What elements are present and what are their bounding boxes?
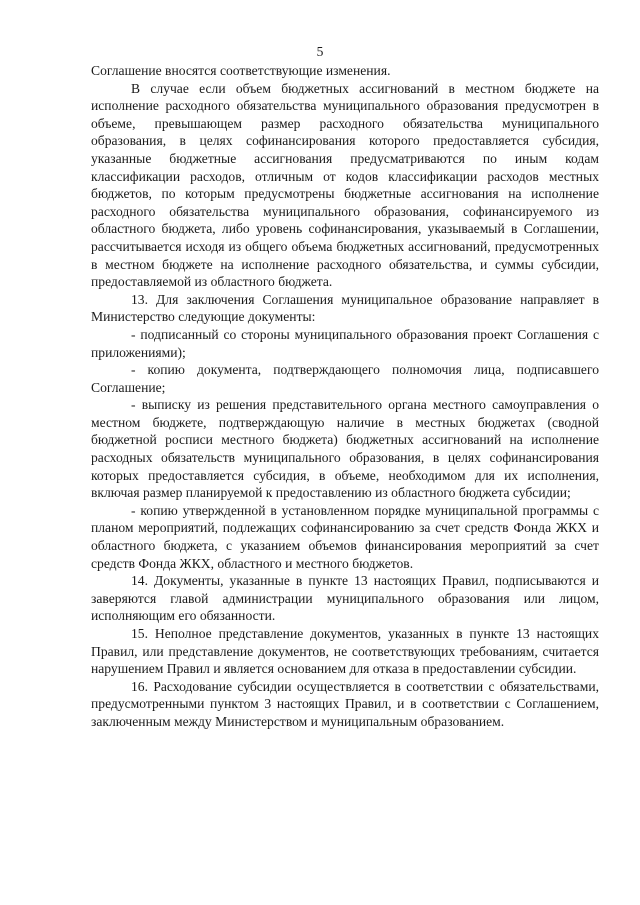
document-body: [91, 62, 599, 731]
paragraph-14: 14. Документы, указанные в пункте 13 настоящих Правил, подписываются и заверяются главой администрации муниципального образования или лицом, исполняющим его обязанности.: [91, 573, 599, 624]
paragraph-13: 13. Для заключения Соглашения муниципальное образование направляет в Министерство следующие документы:: [91, 291, 599, 325]
paragraph-continuation: Соглашение вносятся соответствующие изменения.: [91, 63, 391, 78]
list-item-budget-extract: - выписку из решения представительного органа местного самоуправления о местном бюджете, подтверждающую наличие в местных бюджетах (сводной бюджетной росписи местного бюджета) бюджетных ассигнований на исполнение расходных обязательств муниципального образования, в целях софинансирования которых предоставляется субсидия, в объеме, необходимом для их исполнения, включая размер планируемой к предоставлению из областного бюджета субсидии;: [91, 397, 599, 501]
list-item-authority-copy: - копию документа, подтверждающего полномочия лица, подписавшего Соглашение;: [91, 362, 599, 395]
page-number: 5: [316, 44, 324, 59]
list-item-draft-agreement: - подписанный со стороны муниципального образования проект Соглашения с приложениями);: [91, 326, 599, 360]
paragraph-15: 15. Неполное представление документов, указанных в пункте 13 настоящих Правил, или представление документов, не соответствующих требованиям, считается нарушением Правил и является основанием для отказа в предоставлении субсидии.: [91, 626, 599, 677]
paragraph-budget-allocation: В случае если объем бюджетных ассигнований в местном бюджете на исполнение расходного обязательства муниципального образования предусмотрен в объеме, превышающем размер расходного обязательства муниципального образования, в целях софинансирования которого предоставляется субсидия, указанные бюджетные ассигнования предусматриваются по иным кодам классификации расходов, отличным от кодов классификации расходов местных бюджетов, по которым предусмотрены бюджетные ассигнования на исполнение расходного обязательства муниципального образования, софинансируемого из областного бюджета, либо уровень софинансирования, указываемый в Соглашении, рассчитывается исходя из общего объема бюджетных ассигнований, предусмотренных в местном бюджете на исполнение расходного обязательства, и суммы субсидии, предоставляемой из областного бюджета.: [91, 80, 599, 290]
list-item-program-copy: - копию утвержденной в установленном порядке муниципальной программы с планом мероприятий, подлежащих софинансированию за счет средств Фонда ЖКХ и областного бюджета, с указанием объемов финансирования мероприятий за счет средств Фонда ЖКХ, областного и местного бюджетов.: [91, 502, 599, 571]
paragraph-16: 16. Расходование субсидии осуществляется в соответствии с обязательствами, предусмотренными пунктом 3 настоящих Правил, и в соответствии с Соглашением, заключенным между Министерством и муниципальным образованием.: [91, 678, 599, 729]
